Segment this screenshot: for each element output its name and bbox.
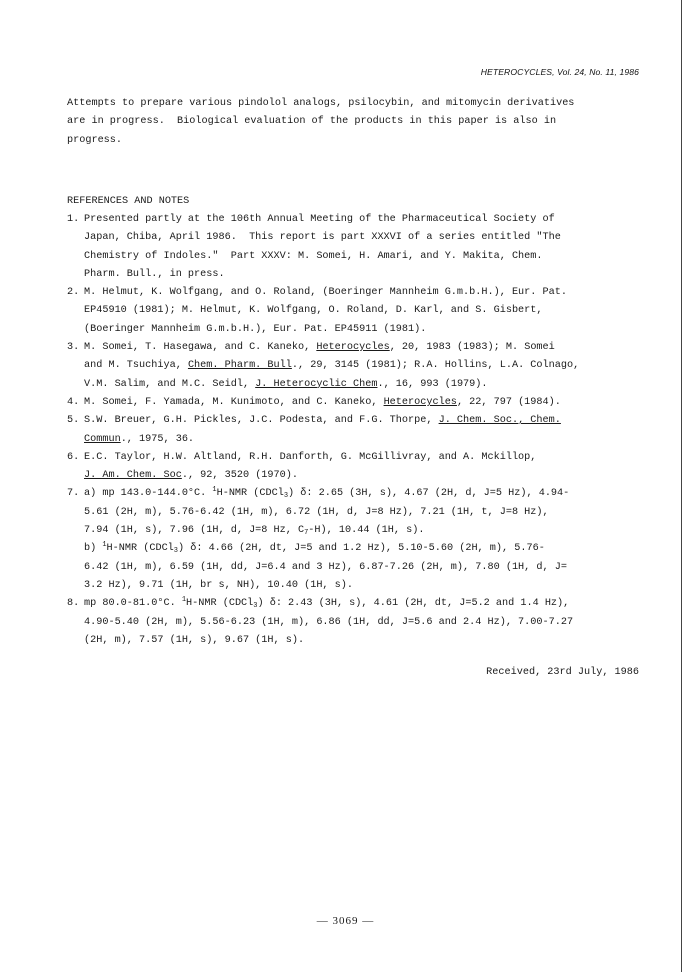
nmr-line (84, 559, 639, 577)
reference-item (67, 595, 639, 650)
nmr-text: 3.2 Hz), 9.71 (1H, br s, NH), 10.40 (1H, s). (84, 579, 353, 591)
nmr-line (84, 504, 639, 522)
reference-number: 2. (67, 287, 80, 299)
reference-number: 3. (67, 342, 80, 354)
reference-line (84, 376, 639, 394)
reference-number: 6. (67, 451, 80, 463)
reference-item (67, 449, 639, 486)
nmr-text: H-NMR (CDCl (216, 488, 284, 500)
reference-item (67, 211, 639, 284)
intro-line: Attempts to prepare various pindolol analogs, psilocybin, and mitomycin derivatives (67, 98, 575, 109)
citation-text: ., 92, 3520 (1970). (181, 470, 298, 482)
journal-title: Heterocycles (383, 396, 457, 408)
reference-line (84, 339, 639, 357)
nmr-text: -H), 10.44 (1H, s). (308, 525, 425, 537)
nmr-subscript: 7 (304, 529, 309, 538)
intro-paragraph (67, 95, 639, 150)
nmr-line (84, 522, 639, 540)
citation-text: and M. Tsuchiya, (84, 360, 188, 372)
journal-title: Heterocycles (316, 342, 390, 354)
citation-text: S.W. Breuer, G.H. Pickles, J.C. Podesta, and F.G. Thorpe, (84, 415, 439, 427)
reference-line (84, 394, 639, 412)
reference-number: 8. (67, 598, 80, 610)
reference-line (84, 449, 639, 467)
nmr-text: ) δ: 4.66 (2H, dt, J=5 and 1.2 Hz), 5.10-5.60 (2H, m), 5.76- (178, 543, 545, 555)
received-date: Received, 23rd July, 1986 (486, 667, 639, 678)
nmr-text: b) (84, 543, 103, 555)
journal-title: J. Chem. Soc., Chem. (438, 415, 561, 427)
reference-line: Chemistry of Indoles." Part XXXV: M. Somei, H. Amari, and Y. Makita, Chem. (84, 250, 543, 262)
reference-line (84, 467, 639, 485)
nmr-superscript: 1 (212, 486, 217, 495)
intro-line: progress. (67, 134, 123, 146)
nmr-line (84, 595, 639, 613)
references-list (67, 211, 639, 650)
nmr-text: 6.42 (1H, m), 6.59 (1H, dd, J=6.4 and 3 Hz), 6.87-7.26 (2H, m), 7.80 (1H, d, J= (84, 561, 567, 573)
reference-text (84, 339, 639, 394)
citation-text: ., 29, 3145 (1981); R.A. Hollins, L.A. Colnago, (291, 360, 580, 372)
nmr-text: (2H, m), 7.57 (1H, s), 9.67 (1H, s). (84, 634, 305, 646)
nmr-line (84, 485, 639, 503)
nmr-line (84, 614, 639, 632)
journal-title: J. Am. Chem. Soc (84, 470, 182, 482)
nmr-text: H-NMR (CDCl (106, 543, 174, 555)
nmr-line (84, 632, 639, 650)
reference-line: Presented partly at the 106th Annual Meeting of the Pharmaceutical Society of (84, 214, 555, 225)
reference-item (67, 412, 639, 449)
nmr-text: 7.94 (1H, s), 7.96 (1H, d, J=8 Hz, C (84, 525, 305, 537)
nmr-text: ) δ: 2.43 (3H, s), 4.61 (2H, dt, J=5.2 and 1.4 Hz), (257, 598, 570, 610)
nmr-text: mp 80.0-81.0°C. (84, 598, 182, 610)
page-number: — 3069 — (316, 915, 375, 927)
reference-line: M. Helmut, K. Wolfgang, and O. Roland, (Boeringer Mannheim G.m.b.H.), Eur. Pat. (84, 287, 567, 299)
nmr-subscript: 3 (173, 547, 178, 556)
reference-text (84, 394, 639, 412)
reference-item (67, 485, 639, 595)
reference-text (84, 485, 639, 595)
citation-text: ., 16, 993 (1979). (377, 378, 488, 390)
reference-text (84, 284, 639, 339)
nmr-text: 4.90-5.40 (2H, m), 5.56-6.23 (1H, m), 6.86 (1H, dd, J=5.6 and 2.4 Hz), 7.00-7.27 (84, 616, 574, 628)
reference-text (84, 449, 639, 486)
reference-number: 5. (67, 415, 80, 427)
reference-item (67, 394, 639, 412)
citation-text: V.M. Salim, and M.C. Seidl, (84, 378, 256, 390)
reference-text (84, 595, 639, 650)
nmr-text: H-NMR (CDCl (186, 598, 254, 610)
reference-line: EP45910 (1981); M. Helmut, K. Wolfgang, O. Roland, D. Karl, and S. Gisbert, (84, 305, 543, 317)
reference-line (84, 412, 639, 430)
journal-title: Commun (84, 433, 121, 445)
nmr-text: ) δ: 2.65 (3H, s), 4.67 (2H, d, J=5 Hz), 4.94- (288, 488, 570, 500)
nmr-subscript: 3 (283, 492, 289, 501)
citation-text: ., 1975, 36. (120, 433, 195, 445)
nmr-superscript: 1 (102, 541, 107, 550)
reference-text (84, 412, 639, 449)
references-heading: REFERENCES AND NOTES (67, 196, 190, 207)
reference-line (84, 431, 639, 449)
citation-text: , 20, 1983 (1983); M. Somei (389, 342, 555, 354)
journal-title: Chem. Pharm. Bull (187, 360, 292, 372)
reference-item (67, 284, 639, 339)
nmr-text: 5.61 (2H, m), 5.76-6.42 (1H, m), 6.72 (1H, d, J=8 Hz), 7.21 (1H, t, J=8 Hz), (84, 506, 549, 518)
journal-header: HETEROCYCLES, Vol. 24, No. 11, 1986 (480, 67, 639, 77)
citation-text: M. Somei, F. Yamada, M. Kunimoto, and C. Kaneko, (84, 396, 384, 408)
reference-number: 4. (67, 396, 80, 408)
nmr-superscript: 1 (181, 596, 187, 605)
page-edge-rule (681, 0, 682, 972)
reference-line: Pharm. Bull., in press. (84, 268, 225, 280)
journal-title: J. Heterocyclic Chem (255, 378, 378, 390)
intro-line: are in progress. Biological evaluation of the products in this paper is also in (67, 116, 557, 128)
reference-text (84, 211, 639, 284)
reference-line: (Boeringer Mannheim G.m.b.H.), Eur. Pat. EP45911 (1981). (84, 323, 427, 335)
nmr-line (84, 577, 639, 595)
nmr-line (84, 540, 639, 558)
reference-number: 1. (67, 214, 80, 225)
citation-text: E.C. Taylor, H.W. Altland, R.H. Danforth, G. McGillivray, and A. Mckillop, (84, 451, 537, 463)
reference-item (67, 339, 639, 394)
nmr-text: a) mp 143.0-144.0°C. (84, 488, 213, 500)
citation-text: M. Somei, T. Hasegawa, and C. Kaneko, (84, 342, 317, 354)
reference-line: Japan, Chiba, April 1986. This report is part XXXVI of a series entitled "The (84, 232, 561, 244)
citation-text: , 22, 797 (1984). (456, 396, 561, 408)
nmr-subscript: 3 (253, 602, 258, 611)
reference-number: 7. (67, 488, 80, 500)
reference-line (84, 357, 639, 375)
